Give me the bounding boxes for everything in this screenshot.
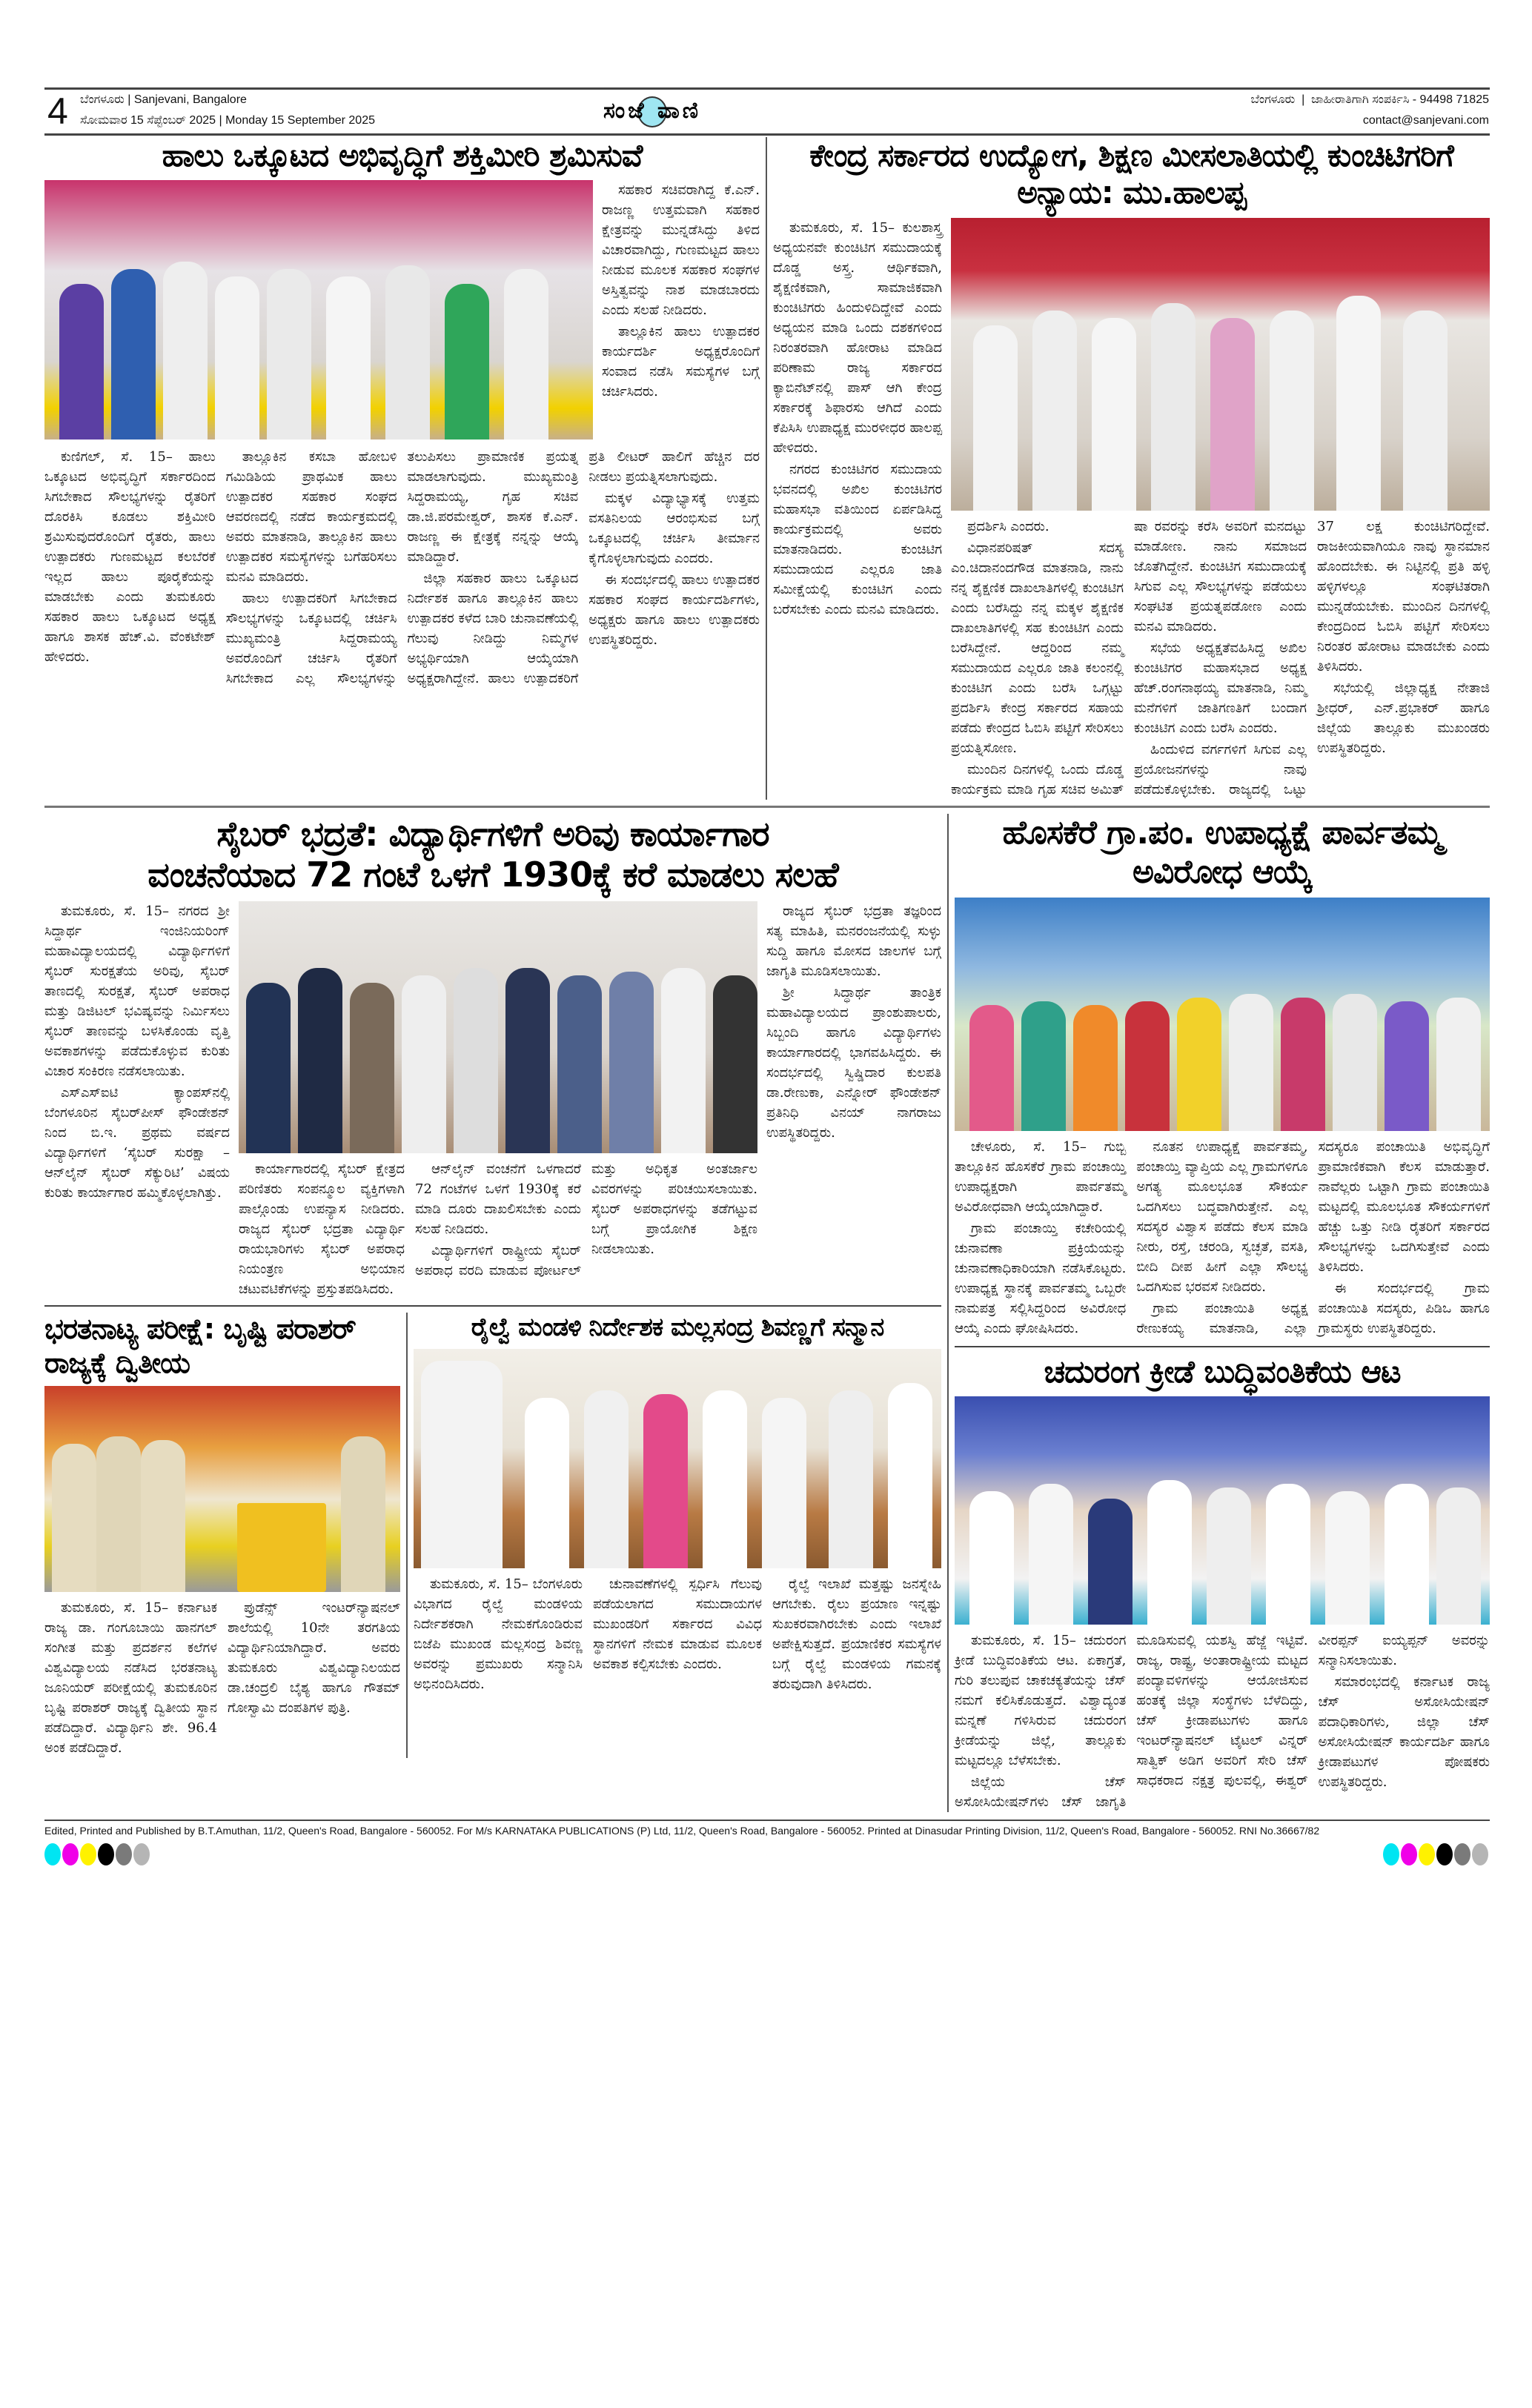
- article-kunchitiga: [773, 137, 1490, 800]
- section-rule: [44, 1305, 941, 1307]
- registration-mark: [116, 1843, 132, 1865]
- article-bharatanatya: [44, 1313, 400, 1758]
- registration-mark: [44, 1843, 61, 1865]
- bharatanatya-body: [44, 1598, 400, 1758]
- chess-body: [955, 1631, 1490, 1812]
- hosakere-body: [955, 1137, 1490, 1339]
- paragraph: ಸಭೆಯ ಅಧ್ಯಕ್ಷತೆವಹಿಸಿದ್ದ ಅಖಿಲ ಕುಂಚಿಟಿಗರ ಮಹಾಸಭಾದ ಅಧ್ಯಕ್ಷ ಹೆಚ್.ರಂಗನಾಥಯ್ಯ ಮಾತನಾಡಿ, ನಿಮ್ಮ ಮನೆಗಳಿಗೆ ಜಾತಿಗಣತಿಗೆ ಬಂದಾಗ ಕುಂಚಿಟಿಗ ಎಂದು ಬರೆಸಿ ಎಂದರು.: [1134, 640, 1307, 736]
- paragraph: ಕುಣಿಗಲ್, ಸೆ. 15– ಹಾಲು ಒಕ್ಕೂಟದ ಅಭಿವೃದ್ಧಿಗೆ ಸರ್ಕಾರದಿಂದ ಸಿಗಬೇಕಾದ ಸೌಲಭ್ಯಗಳನ್ನು ರೈತರಿಗೆ ದೊರಕಿಸಿ ಕೂಡಲು ಶಕ್ತಿಮೀರಿ ಶ್ರಮಿಸುವುದರೊಂದಿಗೆ ರೈತರು, ಹಾಲು ಉತ್ಪಾದಕರು ಗುಣಮಟ್ಟದ ಕಲಬೆರಕೆ ಇಲ್ಲದ ಹಾಲು ಪೂರೈಕೆಯನ್ನು ಮಾಡಬೇಕು ಎಂದು ತುಮಕೂರು ಸಹಕಾರ ಹಾಲು ಒಕ್ಕೂಟದ ಅಧ್ಯಕ್ಷ ಹಾಗೂ ಶಾಸಕ ಹೆಚ್.ವಿ. ವೆಂಕಟೇಶ್ ಹೇಳಿದರು.: [44, 449, 216, 666]
- cyber-body: [239, 1159, 757, 1299]
- paragraph: ತುಮಕೂರು, ಸೆ. 15– ಬೆಂಗಳೂರು ವಿಭಾಗದ ರೈಲ್ವೆ ಮಂಡಳಿಯ ನಿರ್ದೇಶಕರಾಗಿ ನೇಮಕಗೊಂಡಿರುವ ಬಿಜೆಪಿ ಮುಖಂಡ ಮಲ್ಲಸಂದ್ರ ಶಿವಣ್ಣ ಅವರನ್ನು ಪ್ರಮುಖರು ಸನ್ಮಾನಿಸಿ ಅಭಿನಂದಿಸಿದರು.: [414, 1576, 583, 1692]
- contact-email[interactable]: contact@sanjevani.com: [1362, 114, 1489, 127]
- article-milk-union: [44, 137, 760, 689]
- header-date-kn: ಸೋಮವಾರ 15 ಸೆಪ್ಟೆಂಬರ್ 2025: [80, 114, 216, 127]
- section-rule: [955, 1346, 1490, 1347]
- paragraph: ಪ್ರುಡೆನ್ಸ್ ಇಂಟರ್‌ನ್ಯಾಷನಲ್ ಶಾಲೆಯಲ್ಲಿ 10ನೇ ತರಗತಿಯ ವಿದ್ಯಾರ್ಥಿನಿಯಾಗಿದ್ದಾರೆ. ಅವರು ತುಮಕೂರು ವಿಶ್ವವಿದ್ಯಾನಿಲಯದ ಡಾ.ಚಂದ್ರಲಿ ಬೈಶ್ಯ ಹಾಗೂ ಗೌತಮ್ ಗೋಸ್ವಾಮಿ ದಂಪತಿಗಳ ಪುತ್ರಿ.: [228, 1600, 400, 1717]
- registration-mark: [1472, 1843, 1488, 1865]
- registration-mark: [133, 1843, 150, 1865]
- headline-railway: ರೈಲ್ವೆ ಮಂಡಳಿ ನಿರ್ದೇಶಕ ಮಲ್ಲಸಂದ್ರ ಶಿವಣ್ಣಗೆ ಸನ್ಮಾನ: [471, 1313, 884, 1343]
- masthead-logo: [534, 90, 771, 130]
- paragraph: ಆನ್‌ಲೈನ್ ವಂಚನೆಗೆ ಒಳಗಾದರೆ 72 ಗಂಟೆಗಳ ಒಳಗೆ 1930ಕ್ಕೆ ಕರೆ ಮಾಡಿ ದೂರು ದಾಖಲಿಸಬೇಕು ಎಂದು ಸಲಹೆ ನೀಡಿದರು.: [415, 1161, 581, 1238]
- paragraph: ಹಿಂದುಳಿದ ವರ್ಗಗಳಿಗೆ ಸಿಗುವ ಎಲ್ಲ ಪ್ರಯೋಜನಗಳನ್ನು ನಾವು ಪಡೆದುಕೊಳ್ಳಬೇಕು. ರಾಜ್ಯದಲ್ಲಿ ಒಟ್ಟು 37 ಲಕ್ಷ ಕುಂಚಿಟಿಗರಿದ್ದೇವೆ. ರಾಜಕೀಯವಾಗಿಯೂ ನಾವು ಸ್ಥಾನಮಾನ ಹೊಂದಬೇಕು. ಈ ನಿಟ್ಟಿನಲ್ಲಿ ಪ್ರತಿ ಹಳ್ಳಿ ಹಳ್ಳಿಗಳಲ್ಲೂ ಸಂಘಟಿತರಾಗಿ ಮುನ್ನಡೆಯಬೇಕು. ಮುಂದಿನ ದಿನಗಳಲ್ಲಿ ಕೇಂದ್ರದಿಂದ ಓಬಿಸಿ ಪಟ್ಟಿಗೆ ಸೇರಿಸಲು ನಿರಂತರ ಹೋರಾಟ ಮಾಡಬೇಕು ಎಂದು ತಿಳಿಸಿದರು.: [1134, 518, 1490, 797]
- header-bottom-rule: [44, 133, 1490, 136]
- paragraph: ಜಿಲ್ಲೆಯ ಚೆಸ್ ಅಸೋಸಿಯೇಷನ್‌ಗಳು ಚೆಸ್ ಜಾಗೃತಿ ಮೂಡಿಸುವಲ್ಲಿ ಯಶಸ್ವಿ ಹೆಜ್ಜೆ ಇಟ್ಟಿವೆ. ರಾಜ್ಯ, ರಾಷ್ಟ್ರ, ಅಂತಾರಾಷ್ಟ್ರೀಯ ಮಟ್ಟದ ಪಂದ್ಯಾವಳಿಗಳನ್ನು ಆಯೋಜಿಸುವ ಹಂತಕ್ಕೆ ಜಿಲ್ಲಾ ಸಂಸ್ಥೆಗಳು ಬೆಳೆದಿದ್ದು, ಚೆಸ್ ಕ್ರೀಡಾಪಟುಗಳು ಹಾಗೂ ಇಂಟರ್‌ನ್ಯಾಷನಲ್ ಟೈಟಲ್ ವಿನ್ನರ್ ಸಾತ್ವಿಕ್ ಅಡಿಗ ಅವರಿಗೆ ಸೇರಿ ಚೆಸ್ ಸಾಧಕರಾದ ನಕ್ಷತ್ರ ಪುಲವಲ್ಲಿ, ಈಶ್ವರ್ ವೀರಪ್ಪನ್ ಐಯ್ಯಪ್ಪನ್ ಅವರನ್ನು ಸನ್ಮಾನಿಸಲಾಯಿತು.: [955, 1633, 1490, 1811]
- bottom-section: [44, 814, 1490, 1812]
- milk-side-column: [602, 180, 760, 403]
- column-divider: [947, 814, 949, 1812]
- ad-contact: ಬೆಂಗಳೂರು | ಜಾಹೀರಾತಿಗಾಗಿ ಸಂಪರ್ಕಿಸಿ - 94498 71825: [1250, 93, 1489, 106]
- paragraph: ಚೇಳೂರು, ಸೆ. 15– ಗುಬ್ಬಿ ತಾಲ್ಲೂಕಿನ ಹೊಸಕೆರೆ ಗ್ರಾಮ ಪಂಚಾಯ್ತಿ ಉಪಾಧ್ಯಕ್ಷರಾಗಿ ಪಾರ್ವತಮ್ಮ ಅವಿರೋಧವಾಗಿ ಆಯ್ಕೆಯಾಗಿದ್ದಾರೆ.: [955, 1139, 1127, 1215]
- paragraph: ಮಕ್ಕಳ ವಿದ್ಯಾಭ್ಯಾಸಕ್ಕೆ ಉತ್ತಮ ವಸತಿನಿಲಯ ಆರಂಭಿಸುವ ಬಗ್ಗೆ ಒಕ್ಕೂಟದಲ್ಲಿ ಚರ್ಚಿಸಿ ತೀರ್ಮಾನ ಕೈಗೊಳ್ಳಲಾಗುವುದು ಎಂದರು.: [588, 491, 760, 567]
- milk-body: [44, 447, 760, 689]
- photo-bharatanatya-ceremony: [44, 1386, 400, 1592]
- header-edition: | Sanjevani, Bangalore: [127, 93, 247, 106]
- headline-cyber-security: [44, 814, 941, 895]
- paragraph: ಮುಂದಿನ ದಿನಗಳಲ್ಲಿ ಒಂದು ದೊಡ್ಡ ಕಾರ್ಯಕ್ರಮ ಮಾಡಿ ಗೃಹ ಸಚಿವ ಅಮಿತ್ ಷಾ ರವರನ್ನು ಕರೆಸಿ ಅವರಿಗೆ ಮನದಟ್ಟು ಮಾಡೋಣ. ನಾನು ಸಮಾಜದ ಜೊತೆಗಿದ್ದೇನೆ. ಕುಂಚಿಟಿಗ ಸಮುದಾಯಕ್ಕೆ ಸಿಗುವ ಎಲ್ಲ ಸೌಲಭ್ಯಗಳನ್ನು ಪಡೆಯಲು ಸಂಘಟಿತ ಪ್ರಯತ್ನಪಡೋಣ ಎಂದು ಮನವಿ ಮಾಡಿದರು.: [951, 518, 1307, 797]
- kunchitiga-side-column: [773, 218, 942, 621]
- registration-mark: [98, 1843, 114, 1865]
- paragraph: ಗ್ರಾಮ ಪಂಚಾಯ್ತಿ ಕಚೇರಿಯಲ್ಲಿ ಚುನಾವಣಾ ಪ್ರಕ್ರಿಯೆಯನ್ನು ಚುನಾವಣಾಧಿಕಾರಿಯಾಗಿ ನಡೆಸಿಕೊಟ್ಟರು. ಉಪಾಧ್ಯಕ್ಷ ಸ್ಥಾನಕ್ಕೆ ಪಾರ್ವತಮ್ಮ ಒಬ್ಬರೇ ನಾಮಪತ್ರ ಸಲ್ಲಿಸಿದ್ದರಿಂದ ಅವಿರೋಧ ಆಯ್ಕೆ ಎಂದು ಘೋಷಿಸಿದರು.: [955, 1221, 1127, 1337]
- registration-mark: [1419, 1843, 1435, 1865]
- header-edition-line: [80, 93, 247, 107]
- headline-hosakere: ಹೊಸಕೆರೆ ಗ್ರಾ.ಪಂ. ಉಪಾಧ್ಯಕ್ಷೆ ಪಾರ್ವತಮ್ಮ ಅವಿರೋಧ ಆಯ್ಕೆ: [1002, 813, 1442, 891]
- article-cyber-security: [44, 814, 941, 1299]
- photo-milk-union-event: [44, 180, 593, 440]
- headline-milk-union: ಹಾಲು ಒಕ್ಕೂಟದ ಅಭಿವೃದ್ಧಿಗೆ ಶಕ್ತಿಮೀರಿ ಶ್ರಮಿಸುವೆ: [162, 137, 643, 173]
- header-city: ಬೆಂಗಳೂರು: [80, 93, 125, 106]
- article-chess: [955, 1353, 1490, 1812]
- footer-imprint: Edited, Printed and Published by B.T.Amuthan, 11/2, Queen's Road, Bangalore - 560052. For M/s KARNATAKA PUBLICATIONS (P) Ltd, 11/2, Queen's Road, Bangalore - 560052. Printed at Dinasudar Printing Division, 11/2, Queen's Road, Bangalore - 560052. RNI No.36667/82: [44, 1825, 1320, 1837]
- paragraph: ಸಭೆಯಲ್ಲಿ ಜಿಲ್ಲಾಧ್ಯಕ್ಷ ನೇತಾಜಿ ಶ್ರೀಧರ್, ಎನ್.ಪ್ರಭಾಕರ್ ಹಾಗೂ ಜಿಲ್ಲೆಯ ತಾಲ್ಲೂಕು ಮುಖಂಡರು ಉಪಸ್ಥಿತರಿದ್ದರು.: [1317, 680, 1490, 756]
- headline-chess: ಚದುರಂಗ ಕ್ರೀಡೆ ಬುದ್ಧಿವಂತಿಕೆಯ ಆಟ: [1044, 1353, 1401, 1390]
- paragraph: ತುಮಕೂರು, ಸೆ. 15– ಕುಲಶಾಸ್ತ್ರ ಅಧ್ಯಯನವೇ ಕುಂಚಿಟಿಗ ಸಮುದಾಯಕ್ಕೆ ದೊಡ್ಡ ಅಸ್ತ್ರ. ಆರ್ಥಿಕವಾಗಿ, ಶೈಕ್ಷಣಿಕವಾಗಿ, ಸಾಮಾಜಿಕವಾಗಿ ಕುಂಚಿಟಿಗರು ಹಿಂದುಳಿದಿದ್ದೇವೆ ಎಂದು ಅಧ್ಯಯನ ಮಾಡಿ ಒಂದು ದಶಕಗಳಿಂದ ನಿರಂತರವಾಗಿ ಹೋರಾಟ ಮಾಡಿದ ಪರಿಣಾಮ ರಾಜ್ಯ ಸರ್ಕಾರದ ಕ್ಯಾಬಿನೆಟ್‌ನಲ್ಲಿ ಪಾಸ್ ಆಗಿ ಕೇಂದ್ರ ಸರ್ಕಾರಕ್ಕೆ ಶಿಫಾರಸು ಆಗಿದೆ ಎಂದು ಕೆಪಿಸಿಸಿ ಉಪಾಧ್ಯಕ್ಷ ಮುರಳೀಧರ ಹಾಲಪ್ಪ ಹೇಳಿದರು.: [773, 219, 942, 456]
- paragraph: ಚುನಾವಣೆಗಳಲ್ಲಿ ಸ್ಪರ್ಧಿಸಿ ಗೆಲುವು ಪಡೆಯಲಾಗದ ಸಮುದಾಯಗಳ ಮುಖಂಡರಿಗೆ ಸರ್ಕಾರದ ವಿವಿಧ ಸ್ಥಾನಗಳಿಗೆ ನೇಮಕ ಮಾಡುವ ಮೂಲಕ ಅವಕಾಶ ಕಲ್ಪಿಸಬೇಕು ಎಂದರು.: [593, 1576, 762, 1672]
- header-date-line: [80, 114, 375, 127]
- registration-mark: [80, 1843, 96, 1865]
- registration-mark: [1454, 1843, 1470, 1865]
- paragraph: ಪ್ರದರ್ಶಿಸಿ ಎಂದರು.: [967, 518, 1049, 534]
- paragraph: ರಾಜ್ಯದ ಸೈಬರ್ ಭದ್ರತಾ ತಜ್ಞರಿಂದ ಸತ್ಯ ಮಾಹಿತಿ, ಮನರಂಜನೆಯಲ್ಲಿ ಸುಳ್ಳು ಸುದ್ದಿ ಹಾಗೂ ಮೋಸದ ಜಾಲಗಳ ಬಗ್ಗೆ ಜಾಗೃತಿ ಮೂಡಿಸಲಾಯಿತು.: [766, 903, 941, 980]
- paragraph: ಸಹಕಾರ ಸಚಿವರಾಗಿದ್ದ ಕೆ.ಎನ್. ರಾಜಣ್ಣ ಉತ್ತಮವಾಗಿ ಸಹಕಾರ ಕ್ಷೇತ್ರವನ್ನು ಮುನ್ನಡೆಸಿದ್ದು ತಿಳಿದ ವಿಚಾರವಾಗಿದ್ದು, ಗುಣಮಟ್ಟದ ಹಾಲು ನೀಡುವ ಮೂಲಕ ಸಹಕಾರ ಸಂಘಗಳ ಅಸ್ತಿತ್ವವನ್ನು ನಾಶ ಮಾಡಬಾರದು ಎಂದು ಸಲಹೆ ನೀಡಿದರು.: [602, 182, 760, 319]
- footer-rule: [44, 1820, 1490, 1821]
- paragraph: ವಿದ್ಯಾರ್ಥಿಗಳಿಗೆ ರಾಷ್ಟ್ರೀಯ ಸೈಬರ್ ಅಪರಾಧ ವರದಿ ಮಾಡುವ ಪೋರ್ಟಲ್ ಮತ್ತು ಅಧಿಕೃತ ಅಂತರ್ಜಾಲ ವಿವರಗಳನ್ನು ಪರಿಚಯಿಸಲಾಯಿತು. ಸೈಬರ್ ಅಪರಾಧಗಳನ್ನು ತಡೆಗಟ್ಟುವ ಬಗ್ಗೆ ಪ್ರಾಯೋಗಿಕ ಶಿಕ್ಷಣ ನೀಡಲಾಯಿತು.: [415, 1161, 757, 1279]
- paragraph: ವಿಧಾನಪರಿಷತ್ ಸದಸ್ಯ ಎಂ.ಚಿದಾನಂದಗೌಡ ಮಾತನಾಡಿ, ನಾನು ನನ್ನ ಶೈಕ್ಷಣಿಕ ದಾಖಲಾತಿಗಳಲ್ಲಿ ಕುಂಚಿಟಿಗ ಎಂದು ಬರೆಸಿದ್ದು ನನ್ನ ಮಕ್ಕಳ ಶೈಕ್ಷಣಿಕ ದಾಖಲಾತಿಗಳಲ್ಲಿ ಸಹ ಕುಂಚಿಟಿಗ ಎಂದು ಬರೆಸಿದ್ದೇನೆ. ಆದ್ದರಿಂದ ನಮ್ಮ ಸಮುದಾಯದ ಎಲ್ಲರೂ ಜಾತಿ ಕಲಂನಲ್ಲಿ ಕುಂಚಿಟಿಗ ಎಂದು ಬರೆಸಿ ಒಗ್ಗಟ್ಟು ಪ್ರದರ್ಶಿಸಿ ಕೇಂದ್ರ ಸರ್ಕಾರದ ಸಹಾಯ ಪಡೆದು ಕೇಂದ್ರದ ಓಬಿಸಿ ಪಟ್ಟಿಗೆ ಸೇರಿಸಲು ಪ್ರಯತ್ನಿಸೋಣ.: [951, 540, 1124, 756]
- photo-chess-felicitation: [955, 1396, 1490, 1625]
- header-date-en: | Monday 15 September 2025: [219, 114, 375, 127]
- registration-mark: [62, 1843, 79, 1865]
- kunchitiga-body: [951, 517, 1490, 800]
- paragraph: ಶ್ರೀ ಸಿದ್ಧಾರ್ಥ ತಾಂತ್ರಿಕ ಮಹಾವಿದ್ಯಾಲಯದ ಪ್ರಾಂಶುಪಾಲರು, ಸಿಬ್ಬಂದಿ ಹಾಗೂ ವಿದ್ಯಾರ್ಥಿಗಳು ಕಾರ್ಯಾಗಾರದಲ್ಲಿ ಭಾಗವಹಿಸಿದ್ದರು. ಈ ಸಂದರ್ಭದಲ್ಲಿ ಸ್ವಿಷ್ಡಿದಾರ ಕುಲಪತಿ ಡಾ.ರೇಣುಕಾ, ಎನ್ನೋರ್ ಫೌಂಡೇಶನ್ ಪ್ರತಿನಿಧಿ ವಿನಯ್ ನಾಗರಾಜು ಉಪಸ್ಥಿತರಿದ್ದರು.: [766, 985, 941, 1141]
- paragraph: ಹಾಲು ಉತ್ಪಾದಕರಿಗೆ ಸಿಗಬೇಕಾದ ಸೌಲಭ್ಯಗಳನ್ನು ಒಕ್ಕೂಟದಲ್ಲಿ ಚರ್ಚಿಸಿ ಮುಖ್ಯಮಂತ್ರಿ ಸಿದ್ದರಾಮಯ್ಯ ಅವರೊಂದಿಗೆ ಚರ್ಚಿಸಿ ರೈತರಿಗೆ ಸಿಗಬೇಕಾದ ಎಲ್ಲ ಸೌಲಭ್ಯಗಳನ್ನು ತಲುಪಿಸಲು ಪ್ರಾಮಾಣಿಕ ಪ್ರಯತ್ನ ಮಾಡಲಾಗುವುದು. ಮುಖ್ಯಮಂತ್ರಿ ಸಿದ್ದರಾಮಯ್ಯ, ಗೃಹ ಸಚಿವ ಡಾ.ಜಿ.ಪರಮೇಶ್ವರ್, ಶಾಸಕ ಕೆ.ಎನ್. ರಾಜಣ್ಣ ಈ ಕ್ಷೇತ್ರಕ್ಕೆ ನನ್ನನ್ನು ಆಯ್ಕೆ ಮಾಡಿದ್ದಾರೆ.: [225, 449, 579, 687]
- top-section: [44, 137, 1490, 800]
- paragraph: ತುಮಕೂರು, ಸೆ. 15– ಚದುರಂಗ ಕ್ರೀಡೆ ಬುದ್ಧಿವಂತಿಕೆಯ ಆಟ. ಏಕಾಗ್ರತೆ, ಗುರಿ ತಲುಪುವ ಚಾಕಚಕ್ಯತೆಯನ್ನು ಚೆಸ್ ನಮಗೆ ಕಲಿಸಿಕೊಡುತ್ತದೆ. ವಿಶ್ವಾದ್ಯಂತ ಮನ್ನಣೆ ಗಳಿಸಿರುವ ಚದುರಂಗ ಕ್ರೀಡೆಯನ್ನು ಜಿಲ್ಲೆ, ತಾಲ್ಲೂಕು ಮಟ್ಟದಲ್ಲೂ ಬೆಳೆಸಬೇಕು.: [955, 1633, 1127, 1769]
- photo-railway-felicitation: [414, 1349, 941, 1568]
- section-rule: [44, 806, 1490, 808]
- paragraph: ಗ್ರಾಮ ಪಂಚಾಯಿತಿ ಅಧ್ಯಕ್ಷ ರೇಣುಕಯ್ಯ ಮಾತನಾಡಿ, ಎಲ್ಲಾ ಸದಸ್ಯರೂ ಪಂಚಾಯಿತಿ ಅಭಿವೃದ್ಧಿಗೆ ಪ್ರಾಮಾಣಿಕವಾಗಿ ಕೆಲಸ ಮಾಡುತ್ತಾರೆ. ನಾವೆಲ್ಲರು ಒಟ್ಟಾಗಿ ಗ್ರಾಮ ಪಂಚಾಯಿತಿ ಮಟ್ಟದಲ್ಲಿ ಮೂಲಭೂತ ಸೌಕರ್ಯಗಳಿಗೆ ಹೆಚ್ಚು ಒತ್ತು ನೀಡಿ ರೈತರಿಗೆ ಸರ್ಕಾರದ ಸೌಲಭ್ಯಗಳನ್ನು ಒದಗಿಸುತ್ತೇವೆ ಎಂದು ತಿಳಿಸಿದರು.: [1136, 1139, 1490, 1337]
- cyber-left-column: [44, 901, 230, 1204]
- paragraph: ಸಮಾರಂಭದಲ್ಲಿ ಕರ್ನಾಟಕ ರಾಜ್ಯ ಚೆಸ್ ಅಸೋಸಿಯೇಷನ್ ಪದಾಧಿಕಾರಿಗಳು, ಜಿಲ್ಲಾ ಚೆಸ್ ಅಸೋಸಿಯೇಷನ್ ಕಾರ್ಯದರ್ಶಿ ಹಾಗೂ ಕ್ರೀಡಾಪಟುಗಳ ಪೋಷಕರು ಉಪಸ್ಥಿತರಿದ್ದರು.: [1318, 1674, 1490, 1791]
- column-divider: [766, 137, 767, 800]
- registration-marks-left: [44, 1843, 151, 1868]
- photo-kunchitiga-event: [951, 218, 1490, 511]
- page-content: [44, 137, 1490, 1883]
- paragraph: ಈ ಸಂದರ್ಭದಲ್ಲಿ ಗ್ರಾಮ ಪಂಚಾಯಿತಿ ಸದಸ್ಯರು, ಪಿಡಿಒ ಹಾಗೂ ಗ್ರಾಮಸ್ಥರು ಉಪಸ್ಥಿತರಿದ್ದರು.: [1318, 1281, 1490, 1337]
- paragraph: ಎಸ್‌ಎಸ್‌ಐಟಿ ಕ್ಯಾಂಪಸ್‌ನಲ್ಲಿ ಬೆಂಗಳೂರಿನ ಸೈಬರ್‌ಪೀಸ್ ಫೌಂಡೇಶನ್ ನಿಂದ ಬಿ.ಇ. ಪ್ರಥಮ ವರ್ಷದ ವಿದ್ಯಾರ್ಥಿಗಳಿಗೆ ‘ಸೈಬರ್ ಸುರಕ್ಷಾ – ಆನ್‌ಲೈನ್ ಸೈಬರ್ ಸೆಕ್ಯುರಿಟಿ’ ವಿಷಯ ಕುರಿತು ಕಾರ್ಯಾಗಾರ ಹಮ್ಮಿಕೊಳ್ಳಲಾಗಿತ್ತು.: [44, 1085, 230, 1201]
- headline-line-1: ಸೈಬರ್ ಭದ್ರತೆ: ವಿದ್ಯಾರ್ಥಿಗಳಿಗೆ ಅರಿವು ಕಾರ್ಯಾಗಾರ: [216, 813, 769, 854]
- paragraph: ನಗರದ ಕುಂಚಿಟಿಗರ ಸಮುದಾಯ ಭವನದಲ್ಲಿ ಅಖಿಲ ಕುಂಚಿಟಿಗರ ಮಹಾಸಭಾ ವತಿಯಿಂದ ಏರ್ಪಡಿಸಿದ್ದ ಕಾರ್ಯಕ್ರಮದಲ್ಲಿ ಅವರು ಮಾತನಾಡಿದರು. ಕುಂಚಿಟಿಗ ಸಮುದಾಯದ ಎಲ್ಲರೂ ಜಾತಿ ಸಮೀಕ್ಷೆಯಲ್ಲಿ ಕುಂಚಿಟಿಗ ಎಂದು ಬರೆಸಬೇಕು ಎಂದು ಮನವಿ ಮಾಡಿದರು.: [773, 461, 942, 617]
- paragraph: ನೂತನ ಉಪಾಧ್ಯಕ್ಷೆ ಪಾರ್ವತಮ್ಮ, ಪಂಚಾಯ್ತಿ ವ್ಯಾಪ್ತಿಯ ಎಲ್ಲ ಗ್ರಾಮಗಳಿಗೂ ಅಗತ್ಯ ಮೂಲಭೂತ ಸೌಕರ್ಯ ಒದಗಿಸಲು ಬದ್ಧವಾಗಿರುತ್ತೇನೆ. ಎಲ್ಲ ಸದಸ್ಯರ ವಿಶ್ವಾಸ ಪಡೆದು ಕೆಲಸ ಮಾಡಿ ನೀರು, ರಸ್ತೆ, ಚರಂಡಿ, ಸ್ವಚ್ಛತೆ, ವಸತಿ, ಬೀದಿ ದೀಪ ಹೀಗೆ ಎಲ್ಲಾ ಸೌಲಭ್ಯ ಒದಗಿಸುವ ಭರವಸೆ ನೀಡಿದರು.: [1136, 1139, 1308, 1296]
- headline-kunchitiga: ಕೇಂದ್ರ ಸರ್ಕಾರದ ಉದ್ಯೋಗ, ಶಿಕ್ಷಣ ಮೀಸಲಾತಿಯಲ್ಲಿ ಕುಂಚಿಟಿಗರಿಗೆ ಅನ್ಯಾಯ: ಮು.ಹಾಲಪ್ಪ: [809, 137, 1453, 211]
- paragraph: ರೈಲ್ವೆ ಇಲಾಖೆ ಮತ್ತಷ್ಟು ಜನಸ್ನೇಹಿ ಆಗಬೇಕು. ರೈಲು ಪ್ರಯಾಣ ಇನ್ನಷ್ಟು ಸುಖಕರವಾಗಿರಬೇಕು ಎಂದು ಇಲಾಖೆ ಅಪೇಕ್ಷಿಸುತ್ತದೆ. ಪ್ರಯಾಣಿಕರ ಸಮಸ್ಯೆಗಳ ಬಗ್ಗೆ ರೈಲ್ವೆ ಮಂಡಳಿಯ ಗಮನಕ್ಕೆ ತರುವುದಾಗಿ ತಿಳಿಸಿದರು.: [772, 1576, 941, 1692]
- paragraph: ತಾಲ್ಲೂಕಿನ ಹಾಲು ಉತ್ಪಾದಕರ ಕಾರ್ಯದರ್ಶಿ ಅಧ್ಯಕ್ಷರೊಂದಿಗೆ ಸಂವಾದ ನಡೆಸಿ ಸಮಸ್ಯೆಗಳ ಬಗ್ಗೆ ಚರ್ಚಿಸಿದರು.: [602, 324, 760, 400]
- headline-bharatanatya: ಭರತನಾಟ್ಯ ಪರೀಕ್ಷೆ: ಬೃಷ್ಟಿ ಪರಾಶರ್ ರಾಜ್ಯಕ್ಕೆ ದ್ವಿತೀಯ: [44, 1313, 356, 1379]
- paragraph: ಕಾರ್ಯಾಗಾರದಲ್ಲಿ ಸೈಬರ್ ಕ್ಷೇತ್ರದ ಪರಿಣಿತರು ಸಂಪನ್ಮೂಲ ವ್ಯಕ್ತಿಗಳಾಗಿ ಪಾಲ್ಗೊಂಡು ಉಪನ್ಯಾಸ ನೀಡಿದರು. ರಾಜ್ಯದ ಸೈಬರ್ ಭದ್ರತಾ ವಿದ್ಯಾರ್ಥಿ ರಾಯಭಾರಿಗಳು ಸೈಬರ್ ಅಪರಾಧ ನಿಯಂತ್ರಣ ಅಭಿಯಾನ ಚಟುವಟಿಕೆಗಳನ್ನು ಪ್ರಸ್ತುತಪಡಿಸಿದರು.: [239, 1161, 405, 1298]
- registration-mark: [1401, 1843, 1417, 1865]
- photo-hosakere-panchayat: [955, 898, 1490, 1131]
- paragraph: ತುಮಕೂರು, ಸೆ. 15– ಕರ್ನಾಟಕ ರಾಜ್ಯ ಡಾ. ಗಂಗೂಬಾಯಿ ಹಾನಗಲ್ ಸಂಗೀತ ಮತ್ತು ಪ್ರದರ್ಶನ ಕಲೆಗಳ ವಿಶ್ವವಿದ್ಯಾಲಯ ನಡೆಸಿದ ಭರತನಾಟ್ಯ ಜೂನಿಯರ್ ಪರೀಕ್ಷೆಯಲ್ಲಿ ತುಮಕೂರಿನ ಬೃಷ್ಟಿ ಪರಾಶರ್ ರಾಜ್ಯಕ್ಕೆ ದ್ವಿತೀಯ ಸ್ಥಾನ ಪಡೆದಿದ್ದಾರೆ. ವಿದ್ಯಾರ್ಥಿನಿ ಶೇ. 96.4 ಅಂಕ ಪಡೆದಿದ್ದಾರೆ.: [44, 1600, 217, 1757]
- photo-cyber-workshop: [239, 901, 757, 1153]
- paragraph: ತಾಲ್ಲೂಕಿನ ಕಸಬಾ ಹೋಬಳಿ ಗಮಿಡಿಶಿಯ ಪ್ರಾಥಮಿಕ ಹಾಲು ಉತ್ಪಾದಕರ ಸಹಕಾರ ಸಂಘದ ಆವರಣದಲ್ಲಿ ನಡೆದ ಕಾರ್ಯಕ್ರಮದಲ್ಲಿ ಅವರು ಮಾತನಾಡಿ, ತಾಲ್ಲೂಕಿನ ಹಾಲು ಉತ್ಪಾದಕರ ಸಮಸ್ಯೆಗಳನ್ನು ಬಗೆಹರಿಸಲು ಮನವಿ ಮಾಡಿದರು.: [225, 449, 397, 586]
- paragraph: ತುಮಕೂರು, ಸೆ. 15– ನಗರದ ಶ್ರೀ ಸಿದ್ದಾರ್ಥ ಇಂಜಿನಿಯರಿಂಗ್ ಮಹಾವಿದ್ಯಾಲಯದಲ್ಲಿ ವಿದ್ಯಾರ್ಥಿಗಳಿಗೆ ಸೈಬರ್ ಸುರಕ್ಷತೆಯ ಅರಿವು, ಸೈಬರ್ ತಾಣದಲ್ಲಿ ಸುರಕ್ಷತೆ, ಸೈಬರ್ ಅಪರಾಧ ಮತ್ತು ಡಿಜಿಟಲ್ ಭವಿಷ್ಯವನ್ನು ನಿರ್ಮಿಸಲು ಸೈಬರ್ ತಾಣವನ್ನು ಬಳಸಿಕೊಂಡು ವೃತ್ತಿ ಅವಕಾಶಗಳನ್ನು ಪಡೆದುಕೊಳ್ಳುವ ಕುರಿತು ವಿಚಾರ ಸಂಕಿರಣ ನಡೆಸಲಾಯಿತು.: [44, 903, 230, 1080]
- logo-text: ಸಂಜೆ ವಾಣಿ: [603, 97, 702, 124]
- header-top-rule: [44, 87, 1490, 90]
- railway-body: [414, 1574, 941, 1694]
- article-hosakere: [955, 814, 1490, 1340]
- headline-line-2: ವಂಚನೆಯಾದ 72 ಗಂಟೆ ಒಳಗೆ 1930ಕ್ಕೆ ಕರೆ ಮಾಡಲು ಸಲಹೆ: [147, 854, 838, 895]
- cyber-right-column: [766, 901, 941, 1144]
- paragraph: ಈ ಸಂದರ್ಭದಲ್ಲಿ ಹಾಲು ಉತ್ಪಾದಕರ ಸಹಕಾರ ಸಂಘದ ಕಾರ್ಯದರ್ಶಿಗಳು, ಅಧ್ಯಕ್ಷರು ಹಾಗೂ ಹಾಲು ಉತ್ಪಾದಕರು ಉಪಸ್ಥಿತರಿದ್ದರು.: [588, 572, 760, 649]
- registration-marks-right: [1383, 1843, 1490, 1868]
- page-number: 4: [47, 90, 68, 132]
- registration-mark: [1436, 1843, 1453, 1865]
- paragraph: ಜಿಲ್ಲಾ ಸಹಕಾರ ಹಾಲು ಒಕ್ಕೂಟದ ನಿರ್ದೇಶಕ ಹಾಗೂ ತಾಲ್ಲೂಕಿನ ಹಾಲು ಉತ್ಪಾದಕರ ಕಳೆದ ಬಾರಿ ಚುನಾವಣೆಯಲ್ಲಿ ಗೆಲುವು ನೀಡಿದ್ದು ನಿಮ್ಮಗಳ ಅಭ್ಯರ್ಥಿಯಾಗಿ ಆಯ್ಕೆಯಾಗಿ ಅಧ್ಯಕ್ಷರಾಗಿದ್ದೇನೆ. ಹಾಲು ಉತ್ಪಾದಕರಿಗೆ ಪ್ರತಿ ಲೀಟರ್ ಹಾಲಿಗೆ ಹೆಚ್ಚಿನ ದರ ನೀಡಲು ಪ್ರಯತ್ನಿಸಲಾಗುವುದು.: [407, 449, 760, 687]
- article-railway: [414, 1313, 941, 1694]
- column-divider: [406, 1313, 408, 1758]
- registration-mark: [1383, 1843, 1399, 1865]
